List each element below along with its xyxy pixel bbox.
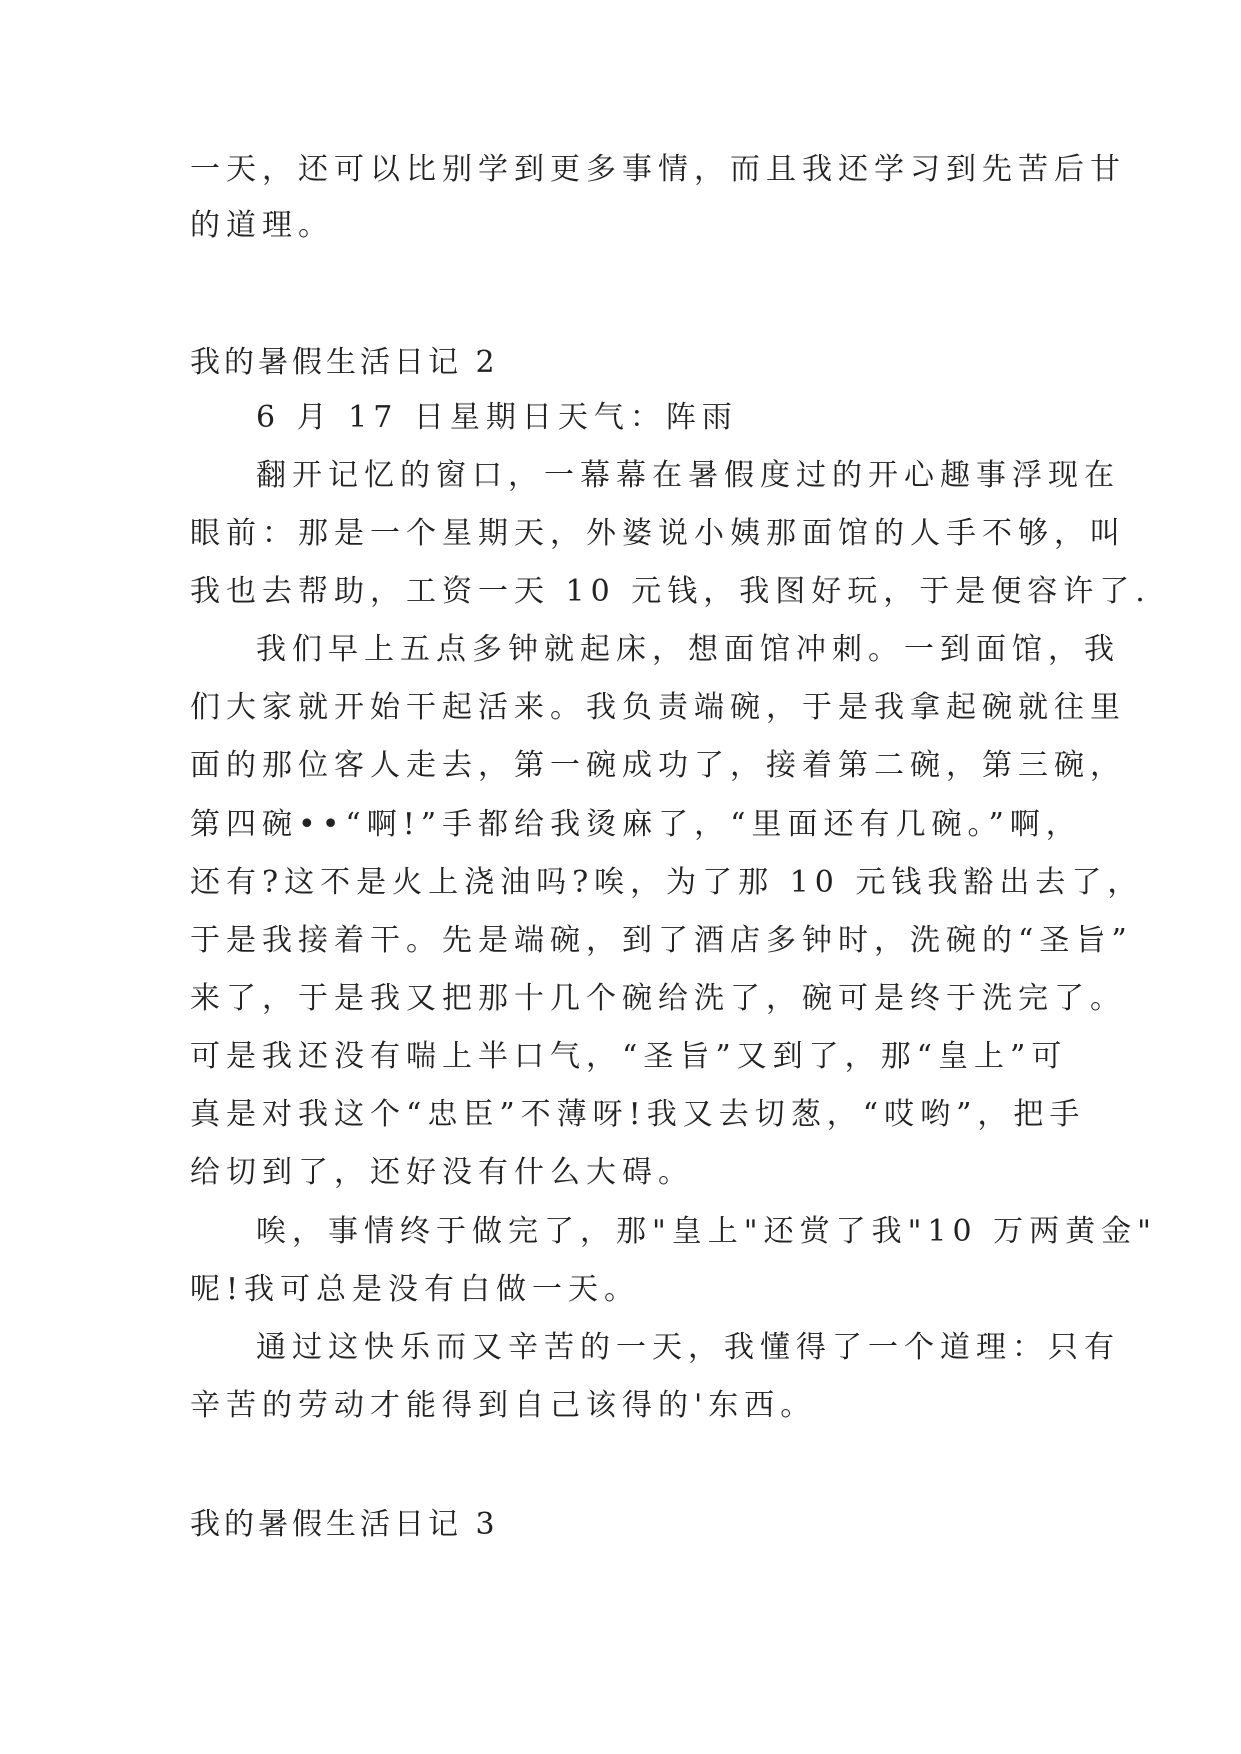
paragraph-line: 还有?这不是火上浇油吗?唉，为了那 10 元钱我豁出去了，	[190, 865, 1144, 900]
paragraph-line: 给切到了，还好没有什么大碍。	[190, 1155, 694, 1190]
paragraph-line: 一天，还可以比别学到更多事情，而且我还学习到先苦后甘	[190, 152, 1126, 187]
paragraph-line: 唉，事情终于做完了，那"皇上"还赏了我"10 万两黄金"	[256, 1214, 1157, 1249]
paragraph-line: 第四碗••“啊!”手都给我烫麻了，“里面还有几碗。”啊，	[190, 807, 1082, 842]
paragraph-line: 来了，于是我又把那十几个碗给洗了，碗可是终于洗完了。	[190, 981, 1126, 1016]
paragraph-line: 我们早上五点多钟就起床，想面馆冲刺。一到面馆，我	[256, 632, 1120, 667]
paragraph-line: 通过这快乐而又辛苦的一天，我懂得了一个道理：只有	[256, 1330, 1120, 1365]
paragraph-line: 面的那位客人走去，第一碗成功了，接着第二碗，第三碗，	[190, 748, 1126, 783]
paragraph-line: 于是我接着干。先是端碗，到了酒店多钟时，洗碗的“圣旨”	[190, 923, 1133, 958]
entry-title: 我的暑假生活日记 2	[190, 345, 499, 380]
paragraph-line: 呢!我可总是没有白做一天。	[190, 1272, 641, 1307]
paragraph-line: 真是对我这个“忠臣”不薄呀!我又去切葱，“哎哟”，把手	[190, 1097, 1086, 1132]
paragraph-line: 的道理。	[190, 208, 334, 243]
paragraph-line: 眼前：那是一个星期天，外婆说小姨那面馆的人手不够，叫	[190, 516, 1126, 551]
paragraph-line: 翻开记忆的窗口，一幕幕在暑假度过的开心趣事浮现在	[256, 458, 1120, 493]
paragraph-line: 我也去帮助，工资一天 10 元钱，我图好玩，于是便容许了.	[190, 574, 1151, 609]
paragraph-line: 辛苦的劳动才能得到自己该得的'东西。	[190, 1388, 817, 1423]
entry-title: 我的暑假生活日记 3	[190, 1507, 499, 1542]
paragraph-line: 们大家就开始干起活来。我负责端碗，于是我拿起碗就往里	[190, 690, 1126, 725]
date-line: 6 月 17 日星期日天气：阵雨	[256, 400, 738, 435]
paragraph-line: 可是我还没有喘上半口气，“圣旨”又到了，那“皇上”可	[190, 1039, 1068, 1074]
